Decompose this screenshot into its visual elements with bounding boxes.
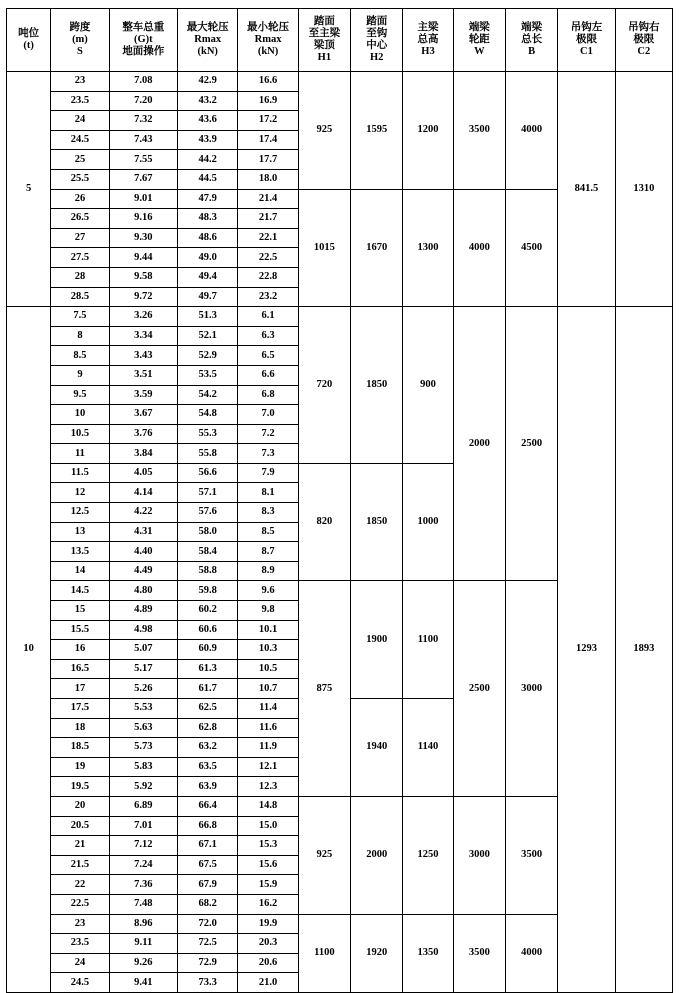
table-body xyxy=(7,72,673,993)
rmin-cell: 8.3 xyxy=(238,503,298,523)
rmin-cell: 22.5 xyxy=(238,248,298,268)
span-cell: 28.5 xyxy=(51,287,109,307)
span-cell: 16 xyxy=(51,640,109,660)
w-cell: 2000 xyxy=(453,307,505,581)
h3-cell: 1140 xyxy=(403,699,453,797)
span-cell: 23 xyxy=(51,914,109,934)
span-cell: 12.5 xyxy=(51,503,109,523)
rmax-cell: 60.6 xyxy=(178,620,238,640)
h2-cell: 2000 xyxy=(351,796,403,914)
rmin-cell: 17.7 xyxy=(238,150,298,170)
span-cell: 27.5 xyxy=(51,248,109,268)
rmax-cell: 54.8 xyxy=(178,405,238,425)
total-weight-cell: 3.59 xyxy=(109,385,177,405)
span-cell: 24.5 xyxy=(51,130,109,150)
b-cell: 4500 xyxy=(505,189,557,307)
total-weight-cell: 7.20 xyxy=(109,91,177,111)
total-weight-cell: 4.31 xyxy=(109,522,177,542)
rmin-cell: 6.3 xyxy=(238,326,298,346)
total-weight-cell: 7.24 xyxy=(109,855,177,875)
rmax-cell: 57.6 xyxy=(178,503,238,523)
rmin-cell: 15.6 xyxy=(238,855,298,875)
column-header-6 xyxy=(351,9,403,72)
tonnage-cell: 5 xyxy=(7,72,51,307)
total-weight-cell: 9.16 xyxy=(109,209,177,229)
rmax-cell: 68.2 xyxy=(178,894,238,914)
total-weight-cell: 4.80 xyxy=(109,581,177,601)
total-weight-cell: 5.83 xyxy=(109,757,177,777)
h3-cell: 1200 xyxy=(403,72,453,190)
column-header-line: 极限 xyxy=(575,33,597,45)
column-header-9 xyxy=(505,9,557,72)
h2-cell: 1850 xyxy=(351,307,403,464)
column-header-line: W xyxy=(474,46,485,58)
w-cell: 4000 xyxy=(453,189,505,307)
rmax-cell: 56.6 xyxy=(178,463,238,483)
rmax-cell: 51.3 xyxy=(178,307,238,327)
total-weight-cell: 7.12 xyxy=(109,836,177,856)
total-weight-cell: 3.84 xyxy=(109,444,177,464)
h3-cell: 1250 xyxy=(403,796,453,914)
span-cell: 19.5 xyxy=(51,777,109,797)
h1-cell: 875 xyxy=(298,581,350,797)
span-cell: 24 xyxy=(51,953,109,973)
h2-cell: 1850 xyxy=(351,463,403,581)
b-cell: 3000 xyxy=(505,581,557,797)
rmax-cell: 61.3 xyxy=(178,659,238,679)
column-header-line: 至主梁 xyxy=(308,27,341,39)
rmax-cell: 57.1 xyxy=(178,483,238,503)
span-cell: 15 xyxy=(51,601,109,621)
total-weight-cell: 9.30 xyxy=(109,228,177,248)
total-weight-cell: 9.41 xyxy=(109,973,177,993)
h2-cell: 1900 xyxy=(351,581,403,699)
column-header-line: B xyxy=(528,46,536,58)
rmax-cell: 63.5 xyxy=(178,757,238,777)
span-cell: 25 xyxy=(51,150,109,170)
column-header-line: 吨位 xyxy=(18,27,40,39)
rmin-cell: 21.7 xyxy=(238,209,298,229)
span-cell: 19 xyxy=(51,757,109,777)
column-header-10 xyxy=(558,9,615,72)
rmin-cell: 10.7 xyxy=(238,679,298,699)
rmin-cell: 7.9 xyxy=(238,463,298,483)
rmax-cell: 44.5 xyxy=(178,169,238,189)
rmax-cell: 49.4 xyxy=(178,267,238,287)
rmax-cell: 44.2 xyxy=(178,150,238,170)
rmax-cell: 72.5 xyxy=(178,934,238,954)
column-header-line: 中心 xyxy=(366,40,388,51)
rmin-cell: 10.3 xyxy=(238,640,298,660)
total-weight-cell: 5.26 xyxy=(109,679,177,699)
span-cell: 18 xyxy=(51,718,109,738)
span-cell: 20.5 xyxy=(51,816,109,836)
rmin-cell: 11.9 xyxy=(238,738,298,758)
h1-cell: 925 xyxy=(298,796,350,914)
h3-cell: 1350 xyxy=(403,914,453,992)
h3-cell: 900 xyxy=(403,307,453,464)
column-header-4 xyxy=(238,9,298,72)
total-weight-cell: 5.92 xyxy=(109,777,177,797)
span-cell: 9 xyxy=(51,365,109,385)
rmax-cell: 60.2 xyxy=(178,601,238,621)
rmin-cell: 7.0 xyxy=(238,405,298,425)
rmax-cell: 63.2 xyxy=(178,738,238,758)
rmin-cell: 15.0 xyxy=(238,816,298,836)
column-header-3 xyxy=(178,9,238,72)
rmax-cell: 61.7 xyxy=(178,679,238,699)
total-weight-cell: 5.07 xyxy=(109,640,177,660)
span-cell: 26.5 xyxy=(51,209,109,229)
b-cell: 4000 xyxy=(505,914,557,992)
column-header-line: 跨度 xyxy=(69,21,91,33)
total-weight-cell: 7.43 xyxy=(109,130,177,150)
rmin-cell: 21.0 xyxy=(238,973,298,993)
rmax-cell: 63.9 xyxy=(178,777,238,797)
h3-cell: 1100 xyxy=(403,581,453,699)
rmin-cell: 6.6 xyxy=(238,365,298,385)
rmin-cell: 19.9 xyxy=(238,914,298,934)
total-weight-cell: 7.01 xyxy=(109,816,177,836)
total-weight-cell: 4.89 xyxy=(109,601,177,621)
column-header-line: 总高 xyxy=(417,33,439,45)
column-header-line: 最小轮压 xyxy=(247,21,290,33)
h1-cell: 1015 xyxy=(298,189,350,307)
total-weight-cell: 5.63 xyxy=(109,718,177,738)
span-cell: 11 xyxy=(51,444,109,464)
total-weight-cell: 3.67 xyxy=(109,405,177,425)
span-cell: 22.5 xyxy=(51,894,109,914)
total-weight-cell: 4.05 xyxy=(109,463,177,483)
total-weight-cell: 4.98 xyxy=(109,620,177,640)
tonnage-cell: 10 xyxy=(7,307,51,993)
rmax-cell: 60.9 xyxy=(178,640,238,660)
rmax-cell: 53.5 xyxy=(178,365,238,385)
span-cell: 7.5 xyxy=(51,307,109,327)
span-cell: 14.5 xyxy=(51,581,109,601)
b-cell: 3500 xyxy=(505,796,557,914)
rmin-cell: 8.9 xyxy=(238,561,298,581)
rmin-cell: 12.1 xyxy=(238,757,298,777)
total-weight-cell: 4.40 xyxy=(109,542,177,562)
span-cell: 9.5 xyxy=(51,385,109,405)
span-cell: 17 xyxy=(51,679,109,699)
rmax-cell: 43.6 xyxy=(178,111,238,131)
rmax-cell: 62.8 xyxy=(178,718,238,738)
column-header-11 xyxy=(615,9,672,72)
rmax-cell: 58.4 xyxy=(178,542,238,562)
rmax-cell: 73.3 xyxy=(178,973,238,993)
b-cell: 2500 xyxy=(505,307,557,581)
column-header-5 xyxy=(298,9,350,72)
rmin-cell: 15.3 xyxy=(238,836,298,856)
total-weight-cell: 9.44 xyxy=(109,248,177,268)
total-weight-cell: 7.08 xyxy=(109,72,177,92)
c1-cell: 841.5 xyxy=(558,72,615,307)
column-header-line: 至钩 xyxy=(366,27,388,39)
column-header-line: 地面操作 xyxy=(122,46,165,58)
rmin-cell: 10.5 xyxy=(238,659,298,679)
w-cell: 3000 xyxy=(453,796,505,914)
span-cell: 24 xyxy=(51,111,109,131)
total-weight-cell: 8.96 xyxy=(109,914,177,934)
column-header-0 xyxy=(7,9,51,72)
rmin-cell: 14.8 xyxy=(238,796,298,816)
b-cell: 4000 xyxy=(505,72,557,190)
total-weight-cell: 3.43 xyxy=(109,346,177,366)
column-header-line: 踏面 xyxy=(313,15,335,27)
rmin-cell: 7.3 xyxy=(238,444,298,464)
rmax-cell: 48.6 xyxy=(178,228,238,248)
rmin-cell: 11.4 xyxy=(238,699,298,719)
h1-cell: 925 xyxy=(298,72,350,190)
rmin-cell: 9.8 xyxy=(238,601,298,621)
column-header-2 xyxy=(109,9,177,72)
column-header-line: S xyxy=(77,46,83,58)
rmin-cell: 11.6 xyxy=(238,718,298,738)
c2-cell: 1310 xyxy=(615,72,672,307)
h2-cell: 1595 xyxy=(351,72,403,190)
total-weight-cell: 7.32 xyxy=(109,111,177,131)
rmin-cell: 7.2 xyxy=(238,424,298,444)
column-header-line: 整车总重 xyxy=(122,21,165,33)
total-weight-cell: 4.22 xyxy=(109,503,177,523)
rmin-cell: 18.0 xyxy=(238,169,298,189)
column-header-line: 总长 xyxy=(521,33,543,45)
column-header-line: 轮距 xyxy=(468,33,490,45)
h1-cell: 720 xyxy=(298,307,350,464)
span-cell: 8.5 xyxy=(51,346,109,366)
column-header-line: (kN) xyxy=(197,46,218,58)
span-cell: 10 xyxy=(51,405,109,425)
span-cell: 25.5 xyxy=(51,169,109,189)
span-cell: 13.5 xyxy=(51,542,109,562)
w-cell: 3500 xyxy=(453,914,505,992)
column-header-line: 吊钩左 xyxy=(570,21,603,33)
total-weight-cell: 9.26 xyxy=(109,953,177,973)
rmin-cell: 15.9 xyxy=(238,875,298,895)
c2-cell: 1893 xyxy=(615,307,672,993)
span-cell: 21.5 xyxy=(51,855,109,875)
column-header-line: (kN) xyxy=(257,46,279,58)
crane-spec-table xyxy=(6,8,673,993)
column-header-line: 最大轮压 xyxy=(186,21,229,33)
span-cell: 18.5 xyxy=(51,738,109,758)
span-cell: 17.5 xyxy=(51,699,109,719)
w-cell: 3500 xyxy=(453,72,505,190)
total-weight-cell: 3.26 xyxy=(109,307,177,327)
column-header-line: C1 xyxy=(580,46,593,58)
rmax-cell: 55.3 xyxy=(178,424,238,444)
column-header-line: 端梁 xyxy=(468,21,490,33)
rmin-cell: 6.5 xyxy=(238,346,298,366)
h1-cell: 820 xyxy=(298,463,350,581)
column-header-7 xyxy=(403,9,453,72)
rmax-cell: 66.4 xyxy=(178,796,238,816)
rmax-cell: 54.2 xyxy=(178,385,238,405)
rmin-cell: 8.7 xyxy=(238,542,298,562)
rmax-cell: 66.8 xyxy=(178,816,238,836)
total-weight-cell: 5.53 xyxy=(109,699,177,719)
rmin-cell: 9.6 xyxy=(238,581,298,601)
column-header-1 xyxy=(51,9,109,72)
total-weight-cell: 7.36 xyxy=(109,875,177,895)
rmin-cell: 20.3 xyxy=(238,934,298,954)
rmax-cell: 42.9 xyxy=(178,72,238,92)
span-cell: 10.5 xyxy=(51,424,109,444)
column-header-line: C2 xyxy=(637,46,651,58)
column-header-line: 极限 xyxy=(633,33,655,45)
span-cell: 16.5 xyxy=(51,659,109,679)
span-cell: 11.5 xyxy=(51,463,109,483)
span-cell: 15.5 xyxy=(51,620,109,640)
rmax-cell: 58.0 xyxy=(178,522,238,542)
rmin-cell: 16.6 xyxy=(238,72,298,92)
total-weight-cell: 3.34 xyxy=(109,326,177,346)
rmax-cell: 59.8 xyxy=(178,581,238,601)
rmax-cell: 47.9 xyxy=(178,189,238,209)
total-weight-cell: 9.11 xyxy=(109,934,177,954)
column-header-line: H2 xyxy=(369,52,384,64)
total-weight-cell: 6.89 xyxy=(109,796,177,816)
total-weight-cell: 9.01 xyxy=(109,189,177,209)
total-weight-cell: 3.51 xyxy=(109,365,177,385)
total-weight-cell: 5.73 xyxy=(109,738,177,758)
span-cell: 20 xyxy=(51,796,109,816)
h1-cell: 1100 xyxy=(298,914,350,992)
rmin-cell: 8.1 xyxy=(238,483,298,503)
column-header-line: 踏面 xyxy=(366,15,388,27)
rmin-cell: 12.3 xyxy=(238,777,298,797)
table-header xyxy=(7,9,673,72)
rmax-cell: 67.1 xyxy=(178,836,238,856)
column-header-line: (t) xyxy=(23,40,34,51)
rmax-cell: 49.7 xyxy=(178,287,238,307)
column-header-line: H3 xyxy=(421,46,435,58)
rmin-cell: 17.4 xyxy=(238,130,298,150)
header-row xyxy=(7,9,673,72)
column-header-line: 主梁 xyxy=(417,21,439,33)
rmax-cell: 62.5 xyxy=(178,699,238,719)
column-header-line: H1 xyxy=(317,52,332,64)
rmax-cell: 48.3 xyxy=(178,209,238,229)
rmin-cell: 16.2 xyxy=(238,894,298,914)
span-cell: 24.5 xyxy=(51,973,109,993)
table-row xyxy=(7,72,673,92)
rmin-cell: 10.1 xyxy=(238,620,298,640)
rmin-cell: 22.1 xyxy=(238,228,298,248)
total-weight-cell: 4.49 xyxy=(109,561,177,581)
rmin-cell: 22.8 xyxy=(238,267,298,287)
span-cell: 8 xyxy=(51,326,109,346)
rmax-cell: 67.9 xyxy=(178,875,238,895)
h3-cell: 1000 xyxy=(403,463,453,581)
total-weight-cell: 9.58 xyxy=(109,267,177,287)
rmax-cell: 72.9 xyxy=(178,953,238,973)
rmax-cell: 67.5 xyxy=(178,855,238,875)
rmin-cell: 6.1 xyxy=(238,307,298,327)
rmin-cell: 17.2 xyxy=(238,111,298,131)
w-cell: 2500 xyxy=(453,581,505,797)
span-cell: 22 xyxy=(51,875,109,895)
total-weight-cell: 4.14 xyxy=(109,483,177,503)
total-weight-cell: 3.76 xyxy=(109,424,177,444)
total-weight-cell: 7.67 xyxy=(109,169,177,189)
h3-cell: 1300 xyxy=(403,189,453,307)
table-row xyxy=(7,307,673,327)
span-cell: 14 xyxy=(51,561,109,581)
rmin-cell: 23.2 xyxy=(238,287,298,307)
h2-cell: 1940 xyxy=(351,699,403,797)
rmax-cell: 49.0 xyxy=(178,248,238,268)
h2-cell: 1670 xyxy=(351,189,403,307)
rmax-cell: 55.8 xyxy=(178,444,238,464)
total-weight-cell: 7.48 xyxy=(109,894,177,914)
rmax-cell: 52.1 xyxy=(178,326,238,346)
span-cell: 12 xyxy=(51,483,109,503)
span-cell: 23.5 xyxy=(51,934,109,954)
column-header-line: 梁顶 xyxy=(313,40,335,51)
column-header-line: 端梁 xyxy=(521,21,543,33)
rmax-cell: 72.0 xyxy=(178,914,238,934)
total-weight-cell: 7.55 xyxy=(109,150,177,170)
span-cell: 27 xyxy=(51,228,109,248)
column-header-line: 吊钩右 xyxy=(628,21,660,33)
column-header-line: Rmax xyxy=(194,33,222,45)
column-header-8 xyxy=(453,9,505,72)
span-cell: 13 xyxy=(51,522,109,542)
rmin-cell: 6.8 xyxy=(238,385,298,405)
rmin-cell: 8.5 xyxy=(238,522,298,542)
total-weight-cell: 9.72 xyxy=(109,287,177,307)
rmax-cell: 58.8 xyxy=(178,561,238,581)
rmax-cell: 52.9 xyxy=(178,346,238,366)
rmin-cell: 21.4 xyxy=(238,189,298,209)
total-weight-cell: 5.17 xyxy=(109,659,177,679)
column-header-line: (G)t xyxy=(133,33,153,45)
span-cell: 28 xyxy=(51,267,109,287)
rmax-cell: 43.9 xyxy=(178,130,238,150)
span-cell: 21 xyxy=(51,836,109,856)
span-cell: 26 xyxy=(51,189,109,209)
rmin-cell: 20.6 xyxy=(238,953,298,973)
h2-cell: 1920 xyxy=(351,914,403,992)
span-cell: 23 xyxy=(51,72,109,92)
span-cell: 23.5 xyxy=(51,91,109,111)
c1-cell: 1293 xyxy=(558,307,615,993)
rmin-cell: 16.9 xyxy=(238,91,298,111)
column-header-line: (m) xyxy=(72,33,88,45)
rmax-cell: 43.2 xyxy=(178,91,238,111)
column-header-line: Rmax xyxy=(254,33,282,45)
